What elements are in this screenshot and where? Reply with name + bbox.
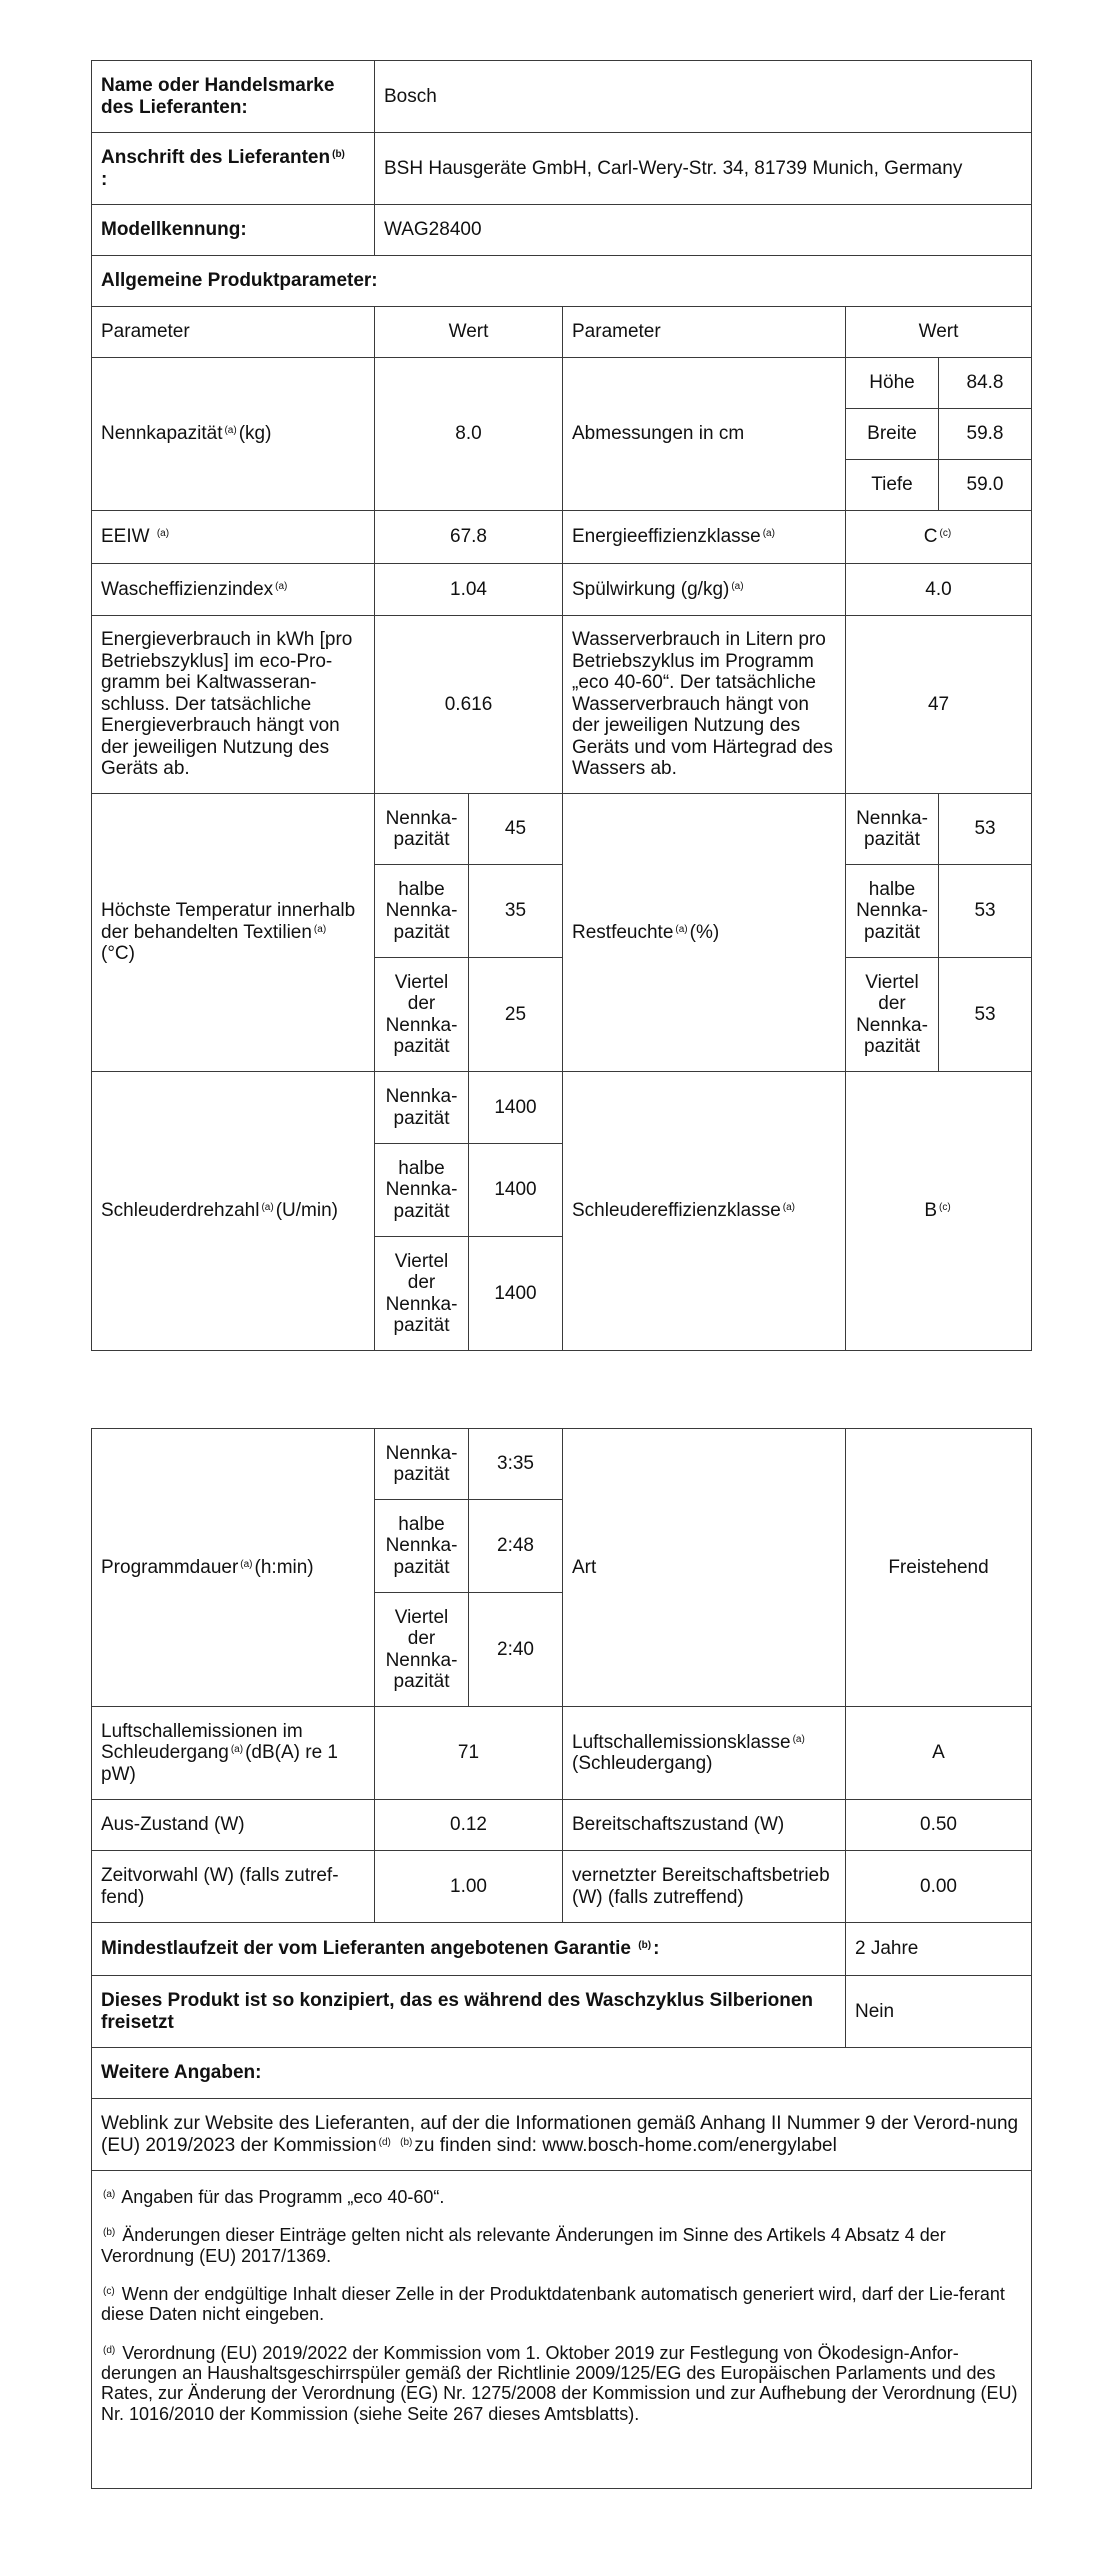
- footnote-d-text: Verordnung (EU) 2019/2022 der Kommission vom 1. Oktober 2019 zur Festlegung von Ökodesign-Anfor-derungen an Haushaltsgeschirrspüler gemäß der Richtlinie 2009/125/EG des Europäischen Parlaments und des Rates, zur Änderung der Verordnung (EG) Nr. 1275/2008 der Kommission und zur Aufhebung der Verordnung (EU) Nr. 1016/2010 der Kommission (siehe Seite 267 dieses Amtsblatts).: [101, 2342, 1018, 2424]
- network-standby-value: 0.00: [846, 1851, 1032, 1923]
- standby-label: Bereitschaftszustand (W): [563, 1800, 846, 1851]
- footnote-mark-a: (a): [731, 580, 744, 592]
- noise-class-label: Luftschallemissionsklasse: [572, 1731, 791, 1753]
- load-label-full: Nennka-pazität: [375, 1429, 469, 1500]
- footnote-d: [101, 2343, 1022, 2424]
- model-label: Modellkennung:: [92, 205, 375, 256]
- capacity-row: [92, 358, 1032, 409]
- noise-value: 71: [375, 1707, 563, 1800]
- eeiw-label: EEIW: [101, 526, 150, 548]
- duration-full-row: [92, 1429, 1032, 1500]
- column-header-parameter-left: Parameter: [92, 307, 375, 358]
- duration-half-value: 2:48: [469, 1500, 563, 1593]
- water-consumption-value: 47: [846, 616, 1032, 794]
- noise-label-cell: [92, 1707, 375, 1800]
- moisture-label-cell: [563, 794, 846, 1072]
- footnote-mark-c: (c): [939, 1202, 951, 1214]
- washing-index-row: [92, 564, 1032, 616]
- rinsing-value: 4.0: [846, 564, 1032, 616]
- load-label-quarter: Viertel der Nennka-pazität: [846, 958, 939, 1072]
- rinsing-label: Spülwirkung (g/kg): [572, 578, 730, 600]
- max-temp-label-cell: [92, 794, 375, 1072]
- depth-label: Tiefe: [846, 460, 939, 511]
- type-label: Art: [563, 1429, 846, 1707]
- footnote-b: [101, 2225, 1022, 2266]
- general-parameters-heading: Allgemeine Produktparameter:: [92, 256, 1032, 307]
- energy-class-value-cell: [846, 511, 1032, 564]
- off-mode-value: 0.12: [375, 1800, 563, 1851]
- footnote-mark-a: (a): [275, 580, 288, 592]
- column-header-value-right: Wert: [846, 307, 1032, 358]
- footnote-mark-a: (a): [782, 1202, 796, 1214]
- eeiw-value: 67.8: [375, 511, 563, 564]
- footnote-mark-c: (c): [103, 2285, 115, 2297]
- noise-class-value: A: [846, 1707, 1032, 1800]
- footnote-mark-a: (a): [230, 1744, 244, 1756]
- load-label-full: Nennka-pazität: [375, 1072, 469, 1144]
- spin-class-value: B: [924, 1200, 938, 1222]
- delay-start-label: Zeitvorwahl (W) (falls zutref-fend): [92, 1851, 375, 1923]
- silver-ions-row: [92, 1976, 1032, 2048]
- spin-full-row: [92, 1072, 1032, 1144]
- depth-value: 59.0: [939, 460, 1032, 511]
- max-temp-quarter-value: 25: [469, 958, 563, 1072]
- moisture-quarter-value: 53: [939, 958, 1032, 1072]
- spin-speed-label: Schleuderdrehzahl: [101, 1200, 260, 1222]
- footnote-mark-b: (b): [638, 1940, 652, 1952]
- height-value: 84.8: [939, 358, 1032, 409]
- further-info-heading: Weitere Angaben:: [92, 2048, 1032, 2099]
- moisture-label: Restfeuchte: [572, 921, 674, 943]
- off-mode-label: Aus-Zustand (W): [92, 1800, 375, 1851]
- energy-class-value: C: [923, 526, 938, 548]
- duration-label: Programmdauer: [101, 1556, 239, 1578]
- noise-row: [92, 1707, 1032, 1800]
- noise-class-label-cell: [563, 1707, 846, 1800]
- max-temp-full-value: 45: [469, 794, 563, 865]
- duration-label-cell: [92, 1429, 375, 1707]
- footnote-mark-d: (d): [103, 2344, 116, 2356]
- footnote-c-text: Wenn der endgültige Inhalt dieser Zelle in der Produktdatenbank automatisch generiert wird, darf der Lie-ferant diese Daten nicht eingeben.: [101, 2283, 1005, 2325]
- energy-class-label: Energieeffizienzklasse: [572, 526, 761, 548]
- capacity-label: Nennkapazität: [101, 423, 223, 445]
- water-consumption-label: Wasserverbrauch in Litern pro Betriebszyklus im Programm „eco 40-60“. Der tatsächliche Wasserverbrauch hängt von der jeweiligen Nutzung des Geräts und vom Härtegrad des Wassers ab.: [563, 616, 846, 794]
- spin-class-label: Schleudereffizienzklasse: [572, 1200, 781, 1222]
- moisture-unit: (%): [689, 921, 720, 943]
- footnote-c: [101, 2284, 1022, 2325]
- weblink-row: [92, 2099, 1032, 2171]
- footnote-mark-b: (b): [332, 149, 345, 161]
- footnote-mark-a: (a): [224, 425, 237, 437]
- energy-consumption-label: Energieverbrauch in kWh [pro Betriebszyklus] im eco-Pro-gramm bei Kaltwasseran-schluss. Der tatsächliche Energieverbrauch hängt von der jeweiligen Nutzung des Geräts ab.: [92, 616, 375, 794]
- supplier-address-value: BSH Hausgeräte GmbH, Carl-Wery-Str. 34, 81739 Munich, Germany: [375, 133, 1032, 205]
- guarantee-label: Mindestlaufzeit der vom Lieferanten angebotenen Garantie: [101, 1938, 631, 1960]
- load-label-half: halbe Nennka-pazität: [375, 865, 469, 958]
- max-temp-unit: (°C): [101, 943, 135, 965]
- column-header-value-left: Wert: [375, 307, 563, 358]
- column-header-parameter-right: Parameter: [563, 307, 846, 358]
- supplier-address-label: Anschrift des Lieferanten: [101, 147, 331, 169]
- footnote-mark-b: (b): [103, 2227, 116, 2239]
- capacity-label-cell: [92, 358, 375, 511]
- spin-class-label-cell: [563, 1072, 846, 1351]
- duration-full-value: 3:35: [469, 1429, 563, 1500]
- max-temp-label: Höchste Temperatur innerhalb der behandelten Textilien: [101, 900, 356, 943]
- delay-start-row: [92, 1851, 1032, 1923]
- delay-start-value: 1.00: [375, 1851, 563, 1923]
- footnote-b-text: Änderungen dieser Einträge gelten nicht als relevante Änderungen im Sinne des Artikels 4 Absatz 4 der Verordnung (EU) 2017/1369.: [101, 2225, 946, 2266]
- supplier-name-label: Name oder Handelsmarke des Lieferanten:: [92, 61, 375, 133]
- moisture-half-value: 53: [939, 865, 1032, 958]
- spin-speed-label-cell: [92, 1072, 375, 1351]
- max-temp-half-value: 35: [469, 865, 563, 958]
- noise-unit: (dB(A) re 1 pW): [101, 1742, 338, 1785]
- spin-quarter-value: 1400: [469, 1237, 563, 1351]
- footnote-mark-a: (a): [792, 1733, 805, 1745]
- energy-consumption-value: 0.616: [375, 616, 563, 794]
- column-header-row: [92, 307, 1032, 358]
- footnote-a-text: Angaben für das Programm „eco 40-60“.: [121, 2187, 445, 2207]
- off-mode-row: [92, 1800, 1032, 1851]
- weblink-cell: [92, 2099, 1032, 2171]
- standby-value: 0.50: [846, 1800, 1032, 1851]
- further-info-heading-row: [92, 2048, 1032, 2099]
- eeiw-row: [92, 511, 1032, 564]
- spin-class-value-cell: [846, 1072, 1032, 1351]
- supplier-address-label-cell: Anschrift des Lieferanten $^{(b)}$ :: [92, 133, 375, 205]
- weblink-url-text: zu finden sind: www.bosch-home.com/energylabel: [414, 2134, 837, 2156]
- capacity-value: 8.0: [375, 358, 563, 511]
- load-label-full: Nennka-pazität: [375, 794, 469, 865]
- duration-unit: (h:min): [254, 1556, 314, 1578]
- duration-quarter-value: 2:40: [469, 1593, 563, 1707]
- moisture-full-value: 53: [939, 794, 1032, 865]
- temperature-full-row: [92, 794, 1032, 865]
- capacity-unit: (kg): [238, 423, 272, 445]
- product-info-table-page-2: [91, 1428, 1032, 2489]
- model-row: [92, 205, 1032, 256]
- footnote-mark-a: (a): [762, 528, 775, 540]
- general-heading-row: [92, 256, 1032, 307]
- load-label-half: halbe Nennka-pazität: [375, 1144, 469, 1237]
- footnote-mark-a: (a): [156, 528, 170, 540]
- footnote-mark-d: (d): [378, 2136, 391, 2148]
- spin-speed-unit: (U/min): [275, 1200, 338, 1222]
- spin-half-value: 1400: [469, 1144, 563, 1237]
- footnote-mark-c: (c): [939, 528, 952, 540]
- energy-class-label-cell: [563, 511, 846, 564]
- supplier-name-row: [92, 61, 1032, 133]
- guarantee-row: [92, 1923, 1032, 1976]
- weblink-text: Weblink zur Website des Lieferanten, auf der die Informationen gemäß Anhang II Nummer 9 der Verord-nung (EU) 2019/2023 der Kommission: [101, 2113, 1019, 2156]
- footnotes-row: [92, 2171, 1032, 2489]
- eeiw-label-cell: [92, 511, 375, 564]
- washing-index-value: 1.04: [375, 564, 563, 616]
- load-label-half: halbe Nennka-pazität: [375, 1500, 469, 1593]
- load-label-quarter: Viertel der Nennka-pazität: [375, 1237, 469, 1351]
- spin-full-value: 1400: [469, 1072, 563, 1144]
- footnote-mark-a: (a): [261, 1202, 274, 1214]
- load-label-quarter: Viertel der Nennka-pazität: [375, 1593, 469, 1707]
- footnote-mark-a: (a): [103, 2189, 116, 2200]
- footnote-mark-b: (b): [400, 2136, 413, 2148]
- noise-label: Luftschallemissionen im Schleudergang: [101, 1720, 303, 1764]
- footnote-mark-a: (a): [313, 923, 327, 935]
- guarantee-colon: :: [653, 1938, 660, 1960]
- silver-ions-value: Nein: [846, 1976, 1032, 2048]
- supplier-name-value: Bosch: [375, 61, 1032, 133]
- consumption-row: [92, 616, 1032, 794]
- load-label-quarter: Viertel der Nennka-pazität: [375, 958, 469, 1072]
- silver-ions-label: Dieses Produkt ist so konzipiert, das es während des Waschzyklus Silberionen freisetzt: [92, 1976, 846, 2048]
- dimensions-label: Abmessungen in cm: [563, 358, 846, 511]
- footnote-a: [101, 2187, 1022, 2207]
- model-value: WAG28400: [375, 205, 1032, 256]
- load-label-half: halbe Nennka-pazität: [846, 865, 939, 958]
- guarantee-value: 2 Jahre: [846, 1923, 1032, 1976]
- footnote-mark-a: (a): [675, 923, 688, 935]
- type-value: Freistehend: [846, 1429, 1032, 1707]
- washing-index-label: Wascheffizienzindex: [101, 578, 274, 600]
- noise-class-sublabel: (Schleudergang): [572, 1753, 713, 1774]
- rinsing-label-cell: [563, 564, 846, 616]
- width-label: Breite: [846, 409, 939, 460]
- load-label-full: Nennka-pazität: [846, 794, 939, 865]
- network-standby-label: vernetzter Bereitschaftsbetrieb (W) (falls zutreffend): [563, 1851, 846, 1923]
- width-value: 59.8: [939, 409, 1032, 460]
- supplier-address-row: [92, 133, 1032, 205]
- guarantee-label-cell: [92, 1923, 846, 1976]
- footnotes-cell: [92, 2171, 1032, 2489]
- product-info-table-page-1: [91, 60, 1032, 1351]
- height-label: Höhe: [846, 358, 939, 409]
- footnote-mark-a: (a): [240, 1558, 253, 1570]
- washing-index-label-cell: [92, 564, 375, 616]
